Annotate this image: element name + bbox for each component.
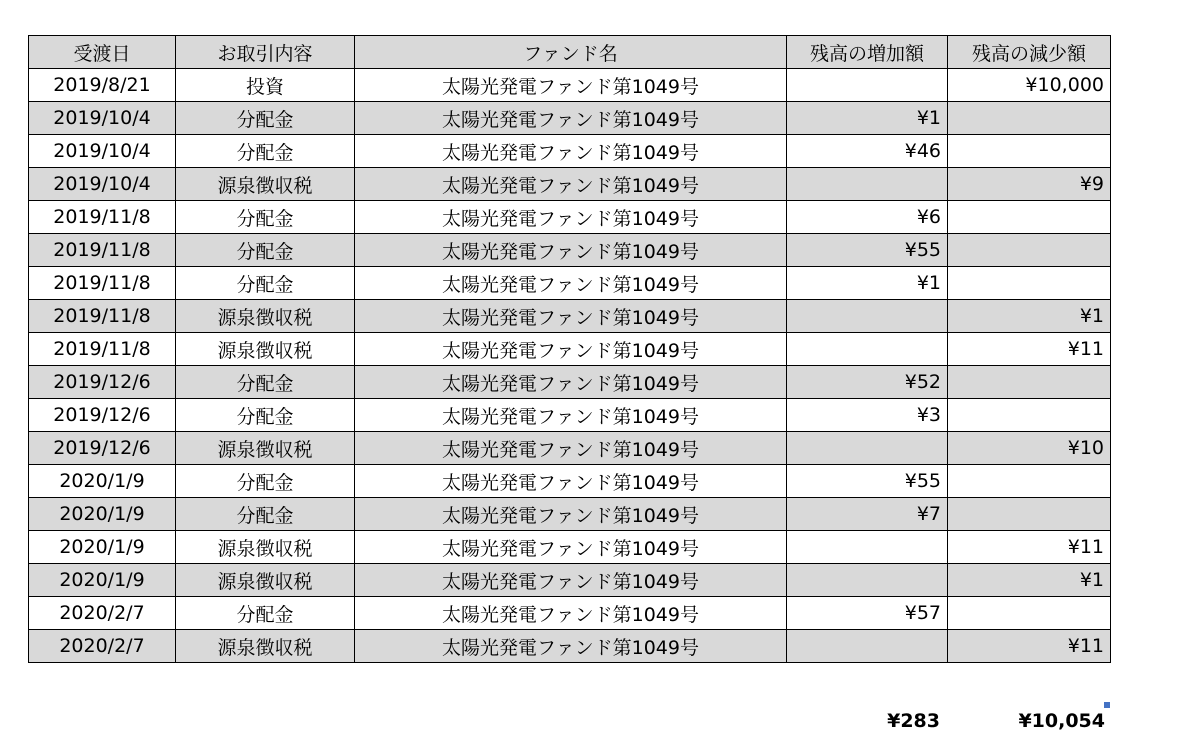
cell-increase[interactable]: ¥1 [787,267,948,300]
cell-decrease[interactable]: ¥10,000 [948,69,1111,102]
cell-fund[interactable]: 太陽光発電ファンド第1049号 [355,168,787,201]
cell-type[interactable]: 分配金 [176,366,355,399]
cell-fund[interactable]: 太陽光発電ファンド第1049号 [355,432,787,465]
cell-type[interactable]: 源泉徴収税 [176,564,355,597]
cell-decrease[interactable] [948,135,1111,168]
table-row [29,531,1111,564]
header-fund[interactable]: ファンド名 [355,36,787,69]
total-decrease[interactable]: ¥10,054 [1018,710,1105,732]
cell-type[interactable]: 分配金 [176,498,355,531]
cell-date[interactable]: 2019/11/8 [29,234,176,267]
cell-decrease[interactable]: ¥11 [948,531,1111,564]
cell-date[interactable]: 2019/12/6 [29,366,176,399]
table-row [29,465,1111,498]
cell-date[interactable]: 2020/2/7 [29,597,176,630]
table-row [29,267,1111,300]
table-row [29,597,1111,630]
cell-date[interactable]: 2019/11/8 [29,201,176,234]
table-row [29,168,1111,201]
cell-date[interactable]: 2019/10/4 [29,135,176,168]
cell-type[interactable]: 源泉徴収税 [176,300,355,333]
cell-type[interactable]: 分配金 [176,201,355,234]
cell-decrease[interactable] [948,102,1111,135]
cell-date[interactable]: 2020/1/9 [29,465,176,498]
cell-fund[interactable]: 太陽光発電ファンド第1049号 [355,366,787,399]
cell-fund[interactable]: 太陽光発電ファンド第1049号 [355,465,787,498]
cell-type[interactable]: 分配金 [176,234,355,267]
cell-date[interactable]: 2019/10/4 [29,168,176,201]
cell-type[interactable]: 分配金 [176,465,355,498]
cell-date[interactable]: 2019/10/4 [29,102,176,135]
header-decrease[interactable]: 残高の減少額 [948,36,1111,69]
cell-increase[interactable]: ¥3 [787,399,948,432]
cell-fund[interactable]: 太陽光発電ファンド第1049号 [355,267,787,300]
cell-fund[interactable]: 太陽光発電ファンド第1049号 [355,630,787,663]
cell-increase[interactable] [787,432,948,465]
cell-decrease[interactable] [948,201,1111,234]
cell-date[interactable]: 2019/12/6 [29,399,176,432]
cell-fund[interactable]: 太陽光発電ファンド第1049号 [355,531,787,564]
cell-decrease[interactable] [948,366,1111,399]
cell-decrease[interactable] [948,234,1111,267]
fill-handle[interactable] [1104,702,1110,708]
cell-fund[interactable]: 太陽光発電ファンド第1049号 [355,102,787,135]
cell-decrease[interactable] [948,399,1111,432]
cell-type[interactable]: 分配金 [176,102,355,135]
table-row [29,201,1111,234]
table-row [29,135,1111,168]
cell-decrease[interactable] [948,498,1111,531]
cell-increase[interactable]: ¥7 [787,498,948,531]
cell-type[interactable]: 源泉徴収税 [176,531,355,564]
cell-type[interactable]: 分配金 [176,399,355,432]
table-row [29,366,1111,399]
cell-fund[interactable]: 太陽光発電ファンド第1049号 [355,201,787,234]
cell-increase[interactable] [787,564,948,597]
cell-increase[interactable]: ¥1 [787,102,948,135]
cell-increase[interactable] [787,531,948,564]
cell-increase[interactable]: ¥55 [787,465,948,498]
cell-fund[interactable]: 太陽光発電ファンド第1049号 [355,69,787,102]
cell-date[interactable]: 2019/11/8 [29,300,176,333]
cell-type[interactable]: 源泉徴収税 [176,630,355,663]
header-increase[interactable]: 残高の増加額 [787,36,948,69]
cell-decrease[interactable]: ¥1 [948,300,1111,333]
cell-type[interactable]: 源泉徴収税 [176,333,355,366]
cell-decrease[interactable]: ¥1 [948,564,1111,597]
cell-decrease[interactable]: ¥11 [948,333,1111,366]
cell-date[interactable]: 2019/11/8 [29,267,176,300]
table-row [29,498,1111,531]
table-row [29,630,1111,663]
cell-increase[interactable] [787,333,948,366]
cell-fund[interactable]: 太陽光発電ファンド第1049号 [355,333,787,366]
cell-increase[interactable] [787,300,948,333]
total-increase[interactable]: ¥283 [887,710,940,732]
cell-decrease[interactable]: ¥11 [948,630,1111,663]
cell-date[interactable]: 2019/12/6 [29,432,176,465]
cell-increase[interactable] [787,168,948,201]
cell-date[interactable]: 2019/8/21 [29,69,176,102]
cell-increase[interactable] [787,69,948,102]
cell-type[interactable]: 分配金 [176,135,355,168]
cell-fund[interactable]: 太陽光発電ファンド第1049号 [355,300,787,333]
table-row [29,234,1111,267]
cell-decrease[interactable]: ¥10 [948,432,1111,465]
cell-type[interactable]: 源泉徴収税 [176,432,355,465]
table-row [29,333,1111,366]
cell-date[interactable]: 2020/1/9 [29,498,176,531]
cell-type[interactable]: 投資 [176,69,355,102]
cell-increase[interactable]: ¥52 [787,366,948,399]
table-row [29,300,1111,333]
cell-date[interactable]: 2020/2/7 [29,630,176,663]
cell-increase[interactable]: ¥55 [787,234,948,267]
cell-fund[interactable]: 太陽光発電ファンド第1049号 [355,234,787,267]
cell-decrease[interactable] [948,267,1111,300]
cell-fund[interactable]: 太陽光発電ファンド第1049号 [355,399,787,432]
table-row [29,102,1111,135]
cell-fund[interactable]: 太陽光発電ファンド第1049号 [355,498,787,531]
cell-date[interactable]: 2019/11/8 [29,333,176,366]
cell-fund[interactable]: 太陽光発電ファンド第1049号 [355,135,787,168]
cell-date[interactable]: 2020/1/9 [29,564,176,597]
cell-fund[interactable]: 太陽光発電ファンド第1049号 [355,597,787,630]
header-row [29,36,1111,69]
cell-decrease[interactable] [948,597,1111,630]
table-row [29,399,1111,432]
cell-decrease[interactable] [948,465,1111,498]
cell-increase[interactable]: ¥57 [787,597,948,630]
cell-type[interactable]: 分配金 [176,267,355,300]
table-row [29,564,1111,597]
header-type[interactable]: お取引内容 [176,36,355,69]
table-row [29,432,1111,465]
cell-fund[interactable]: 太陽光発電ファンド第1049号 [355,564,787,597]
cell-type[interactable]: 源泉徴収税 [176,168,355,201]
cell-decrease[interactable]: ¥9 [948,168,1111,201]
cell-increase[interactable]: ¥6 [787,201,948,234]
cell-increase[interactable] [787,630,948,663]
table-row [29,69,1111,102]
cell-date[interactable]: 2020/1/9 [29,531,176,564]
cell-increase[interactable]: ¥46 [787,135,948,168]
header-date[interactable]: 受渡日 [29,36,176,69]
transaction-table [28,35,1111,663]
cell-type[interactable]: 分配金 [176,597,355,630]
